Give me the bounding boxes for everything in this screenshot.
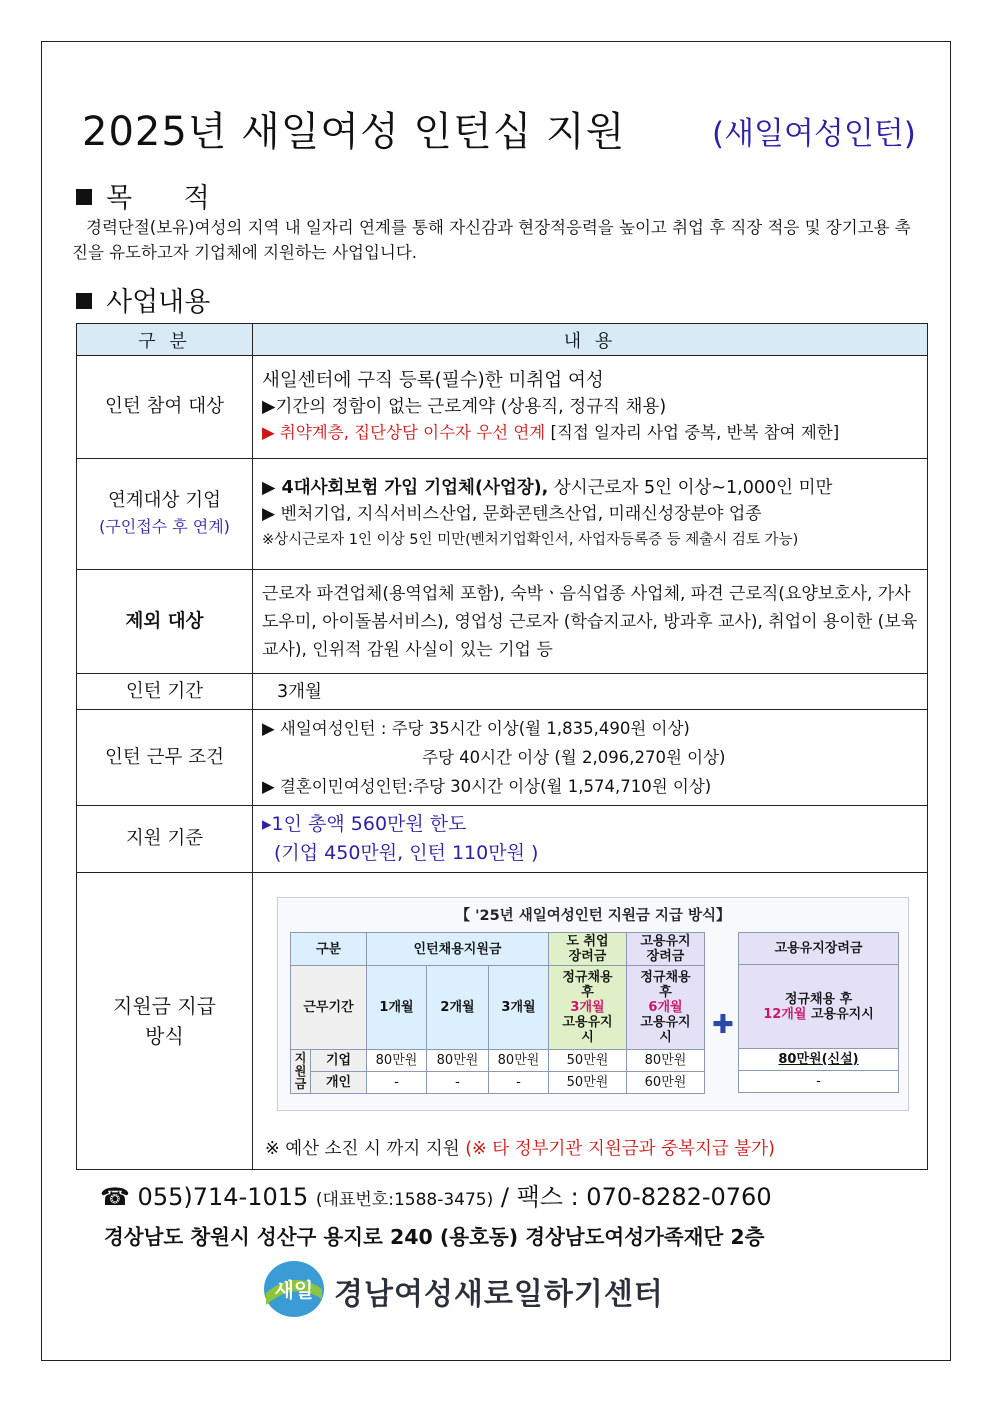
company-line1-bold: ▶ 4대사회보험 가입 기업체(사업장), xyxy=(262,478,549,498)
settle-cond-5: 시 xyxy=(581,1030,594,1045)
settle-cond-3: 3개월 xyxy=(570,1000,605,1015)
work-line3: ▶ 결혼이민여성인턴:주당 30시간 이상(월 1,574,710원 이상) xyxy=(262,777,712,796)
retain-cond-5: 시 xyxy=(659,1030,672,1045)
settle-cond-2: 후 xyxy=(581,985,594,1000)
pay-head-settle xyxy=(549,933,627,966)
content-exclude: 근로자 파견업체(용역업체 포함), 숙박ㆍ음식업종 사업체, 파견 근로직(요양보호사, 가사도우미, 아이돌봄서비스), 영업성 근로자 (학습지교사, 방과후 교사), 취업이 용이한 (보육교사), 인위적 감원 사실이 있는 기업 등 xyxy=(253,570,928,674)
purpose-text: 경력단절(보유)여성의 지역 내 일자리 연계를 통해 자신감과 현장적응력을 높이고 취업 후 직장 적응 및 장기고용 촉진을 유도하고자 기업체에 지원하는 사업입니다. xyxy=(72,218,911,262)
extra-cond-2a: 12개월 xyxy=(763,1006,807,1022)
work-line1: ▶ 새일여성인턴 : 주당 35시간 이상(월 1,835,490원 이상) xyxy=(262,719,690,738)
company-line3: ※상시근로자 1인 이상 5인 미만(벤처기업확인서, 사업자등록증 등 제출시 검토 가능) xyxy=(262,532,799,548)
label-period: 인턴 기간 xyxy=(77,674,253,710)
pay-company-3: 50만원 xyxy=(549,1050,627,1072)
extra-cond-2b: 고용유지시 xyxy=(806,1006,874,1022)
extra-person: - xyxy=(739,1071,899,1093)
contact-line xyxy=(100,1177,772,1212)
label-payment-line2: 방식 xyxy=(145,1024,184,1048)
pay-company-2: 80만원 xyxy=(489,1050,549,1072)
label-company-sub: (구인접수 후 연계) xyxy=(99,517,230,536)
pay-head-retain-2: 장려금 xyxy=(646,949,685,964)
content-work xyxy=(253,710,928,806)
standard-line2: (기업 450만원, 인턴 110만원 ) xyxy=(274,842,539,864)
pay-person-2: - xyxy=(489,1072,549,1094)
pay-head-settle-1: 도 취업 xyxy=(566,934,609,949)
retain-cond-1: 정규채용 xyxy=(640,970,691,985)
retain-cond-4: 고용유지 xyxy=(640,1015,691,1030)
content-period: 3개월 xyxy=(253,674,928,710)
business-heading-text: 사업내용 xyxy=(106,287,211,318)
saeil-logo-icon xyxy=(262,1259,326,1319)
work-line2: 주당 40시간 이상 (월 2,096,270원 이상) xyxy=(422,748,726,767)
row-period xyxy=(77,674,928,710)
payment-table-extra xyxy=(738,932,899,1093)
target-line3 xyxy=(262,420,919,446)
address: 경상남도 창원시 성산구 용지로 240 (용호동) 경상남도여성가족재단 2층 xyxy=(104,1225,765,1249)
phone-representative: (대표번호:1588-3475) xyxy=(315,1190,494,1210)
row-company xyxy=(77,459,928,570)
label-standard: 지원 기준 xyxy=(77,806,253,873)
business-table xyxy=(76,323,928,1170)
pay-company-0: 80만원 xyxy=(367,1050,427,1072)
pay-row-company: 기업 xyxy=(311,1050,367,1072)
pay-row-person: 개인 xyxy=(311,1072,367,1094)
content-target xyxy=(253,356,928,459)
row-exclude xyxy=(77,570,928,674)
header-content: 내 용 xyxy=(253,324,928,356)
pay-person-4: 60만원 xyxy=(627,1072,705,1094)
label-company-text: 연계대상 기업 xyxy=(107,490,222,511)
target-line3-limit: [직접 일자리 사업 중복, 반복 참여 제한] xyxy=(545,423,840,442)
extra-cond-1: 정규채용 후 xyxy=(784,991,853,1007)
row-work xyxy=(77,710,928,806)
bullet-square-icon xyxy=(76,293,92,309)
retain-cond-2: 후 xyxy=(659,985,672,1000)
pay-head-retain-1: 고용유지 xyxy=(640,934,691,949)
company-line1-rest: 상시근로자 5인 이상~1,000인 미만 xyxy=(548,478,833,498)
label-company xyxy=(77,459,253,570)
payment-schedule xyxy=(253,873,927,1169)
pay-retain-cond xyxy=(627,966,705,1050)
plus-icon: ✚ xyxy=(712,1010,734,1040)
title-main: 2025년 새일여성 인턴십 지원 xyxy=(82,109,626,155)
pay-m3: 3개월 xyxy=(489,966,549,1050)
label-target: 인턴 참여 대상 xyxy=(77,356,253,459)
phone-icon: ☎ xyxy=(100,1183,130,1211)
fax-number: / 팩스 : 070-8282-0760 xyxy=(493,1183,772,1211)
logo-mark-text: 새일 xyxy=(274,1278,314,1302)
extra-cond xyxy=(739,965,899,1049)
row-target xyxy=(77,356,928,459)
content-standard xyxy=(253,806,928,873)
payment-table xyxy=(290,932,705,1094)
pay-person-1: - xyxy=(427,1072,489,1094)
pay-row-period: 근무기간 xyxy=(291,966,367,1050)
target-line1: 새일센터에 구직 등록(필수)한 미취업 여성 xyxy=(262,370,604,391)
payment-note-budget: ※ 예산 소진 시 까지 지원 xyxy=(265,1139,460,1159)
retain-cond-3: 6개월 xyxy=(648,1000,683,1015)
payment-table-figure xyxy=(277,897,909,1111)
pay-head-intern: 인턴채용지원금 xyxy=(367,933,549,966)
bullet-square-icon xyxy=(76,189,92,205)
extra-cond-2 xyxy=(739,1007,898,1022)
label-payment-line1: 지원금 지급 xyxy=(113,994,216,1018)
pay-head-settle-2: 장려금 xyxy=(568,949,607,964)
row-payment xyxy=(77,873,928,1170)
payment-note xyxy=(265,1135,775,1160)
extra-company: 80만원(신설) xyxy=(739,1049,899,1071)
content-company xyxy=(253,459,928,570)
phone-number: 055)714-1015 xyxy=(137,1183,309,1211)
standard-line1: ▸1인 총액 560만원 한도 xyxy=(262,813,467,835)
header-gubun: 구 분 xyxy=(77,324,253,356)
table-header-row xyxy=(77,324,928,356)
pay-company-1: 80만원 xyxy=(427,1050,489,1072)
company-line1 xyxy=(262,475,919,501)
target-line2: ▶기간의 정함이 없는 근로계약 (상용직, 정규직 채용) xyxy=(262,397,667,417)
settle-cond-4: 고용유지 xyxy=(562,1015,613,1030)
label-work: 인턴 근무 조건 xyxy=(77,710,253,806)
payment-note-duplicate: (※ 타 정부기관 지원금과 중복지급 불가) xyxy=(459,1139,775,1159)
pay-support-label: 지원금 xyxy=(291,1050,311,1094)
row-standard xyxy=(77,806,928,873)
pay-person-3: 50만원 xyxy=(549,1072,627,1094)
pay-company-4: 80만원 xyxy=(627,1050,705,1072)
payment-table-title: 【 '25년 새일여성인턴 지원금 지급 방식】 xyxy=(455,908,731,924)
content-payment xyxy=(253,873,928,1170)
pay-person-0: - xyxy=(367,1072,427,1094)
settle-cond-1: 정규채용 xyxy=(562,970,613,985)
pay-m1: 1개월 xyxy=(367,966,427,1050)
label-payment xyxy=(77,873,253,1170)
label-exclude: 제외 대상 xyxy=(77,570,253,674)
purpose-heading xyxy=(76,176,210,215)
company-line2: ▶ 벤처기업, 지식서비스산업, 문화콘텐츠산업, 미래신성장분야 업종 xyxy=(262,504,762,524)
title-sub: (새일여성인턴) xyxy=(712,116,916,152)
extra-head: 고용유지장려금 xyxy=(739,933,899,965)
purpose-heading-text: 목 적 xyxy=(106,183,210,214)
target-line3-priority: ▶ 취약계층, 집단상담 이수자 우선 연계 xyxy=(262,423,546,442)
pay-m2: 2개월 xyxy=(427,966,489,1050)
pay-settle-cond xyxy=(549,966,627,1050)
pay-head-retain xyxy=(627,933,705,966)
pay-head-gubun: 구분 xyxy=(291,933,367,966)
org-name: 경남여성새로일하기센터 xyxy=(334,1277,664,1312)
business-heading xyxy=(76,280,210,319)
